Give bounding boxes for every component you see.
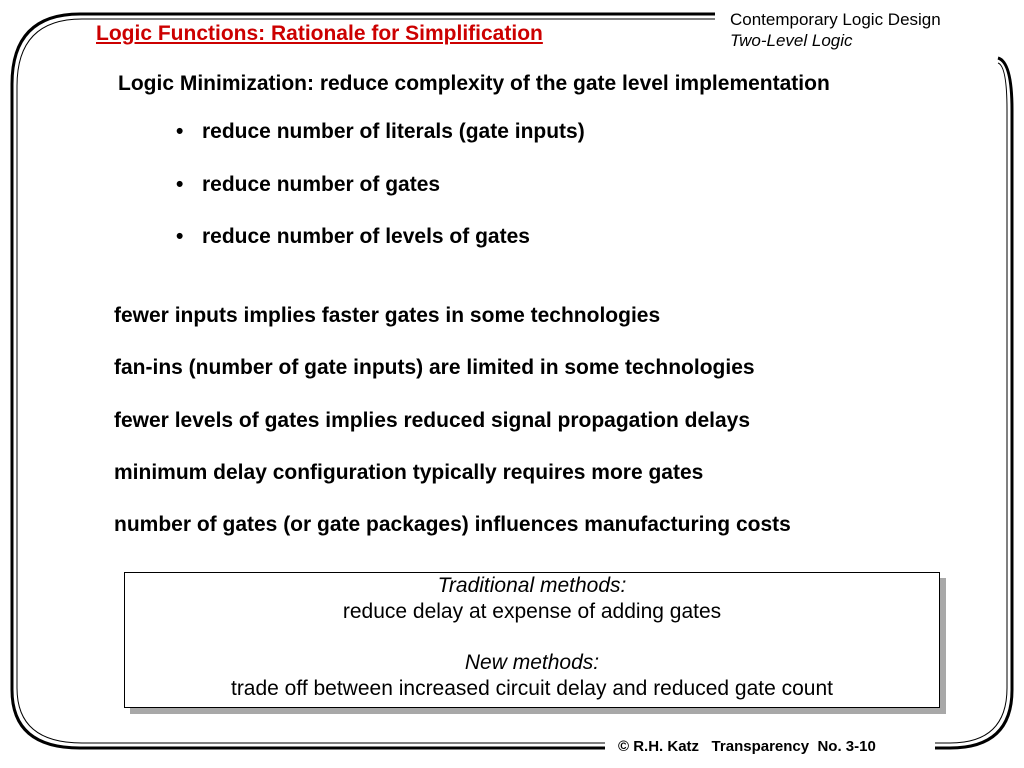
point-text: number of gates (or gate packages) influences manufacturing costs [114, 513, 791, 537]
bullet-text: reduce number of levels of gates [202, 225, 530, 248]
callout-spacer [125, 625, 939, 650]
course-title: Contemporary Logic Design [730, 10, 941, 29]
traditional-text: reduce delay at expense of adding gates [342, 600, 722, 623]
bullet-icon: • [176, 225, 184, 248]
traditional-label: Traditional methods: [437, 574, 627, 597]
bullet-icon: • [176, 172, 184, 196]
bullet-item [176, 225, 585, 278]
callout-box [124, 572, 940, 708]
point-text: minimum delay configuration typically requires more gates [114, 460, 704, 484]
points-list [114, 303, 791, 564]
bullet-icon: • [176, 120, 184, 143]
slide-title: Logic Functions: Rationale for Simplification [96, 22, 543, 45]
bullet-text: reduce number of gates [202, 172, 441, 196]
course-subtitle: Two-Level Logic [730, 31, 853, 50]
bullet-item [176, 120, 585, 173]
frame-border-right [935, 58, 1012, 748]
new-text: trade off between increased circuit delay and reduced gate count [230, 677, 833, 700]
bullet-text: reduce number of literals (gate inputs) [202, 120, 585, 143]
point-text: fewer inputs implies faster gates in some technologies [114, 304, 661, 327]
section-heading: Logic Minimization: reduce complexity of the gate level implementation [118, 72, 830, 95]
point-text: fan-ins (number of gate inputs) are limited in some technologies [114, 356, 755, 380]
bullet-item [176, 173, 585, 226]
new-label: New methods: [464, 651, 600, 674]
bullet-list [176, 120, 585, 278]
footer-credit: © R.H. Katz Transparency No. 3-10 [618, 738, 876, 755]
course-label [730, 9, 941, 51]
point-text: fewer levels of gates implies reduced signal propagation delays [114, 408, 751, 432]
